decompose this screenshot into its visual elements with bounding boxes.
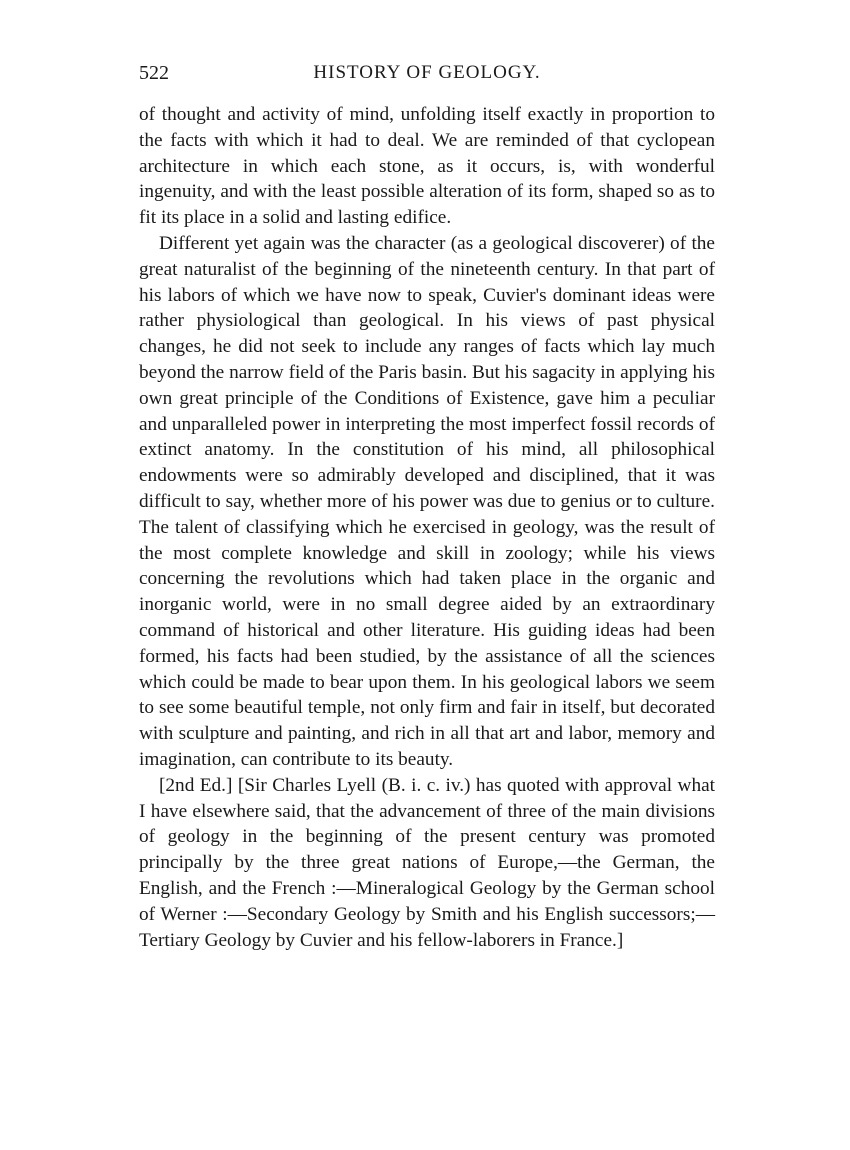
page-number: 522	[139, 62, 169, 84]
running-title: HISTORY OF GEOLOGY.	[313, 62, 541, 83]
body-text	[139, 102, 715, 953]
paragraph-second-edition-note: [2nd Ed.] [Sir Charles Lyell (B. i. c. iv.) has quoted with approval what I have elsewhere said, that the advancement of three of the main divisions of geology in the beginning of the present century was promoted principally by the three great nations of Europe,—the German, the English, and the French :—Mineralogical Geology by the German school of Werner :—Secondary Geology by Smith and his English successors;—Tertiary Geology by Cuvier and his fellow-laborers in France.]	[139, 774, 715, 951]
paragraph-continued: of thought and activity of mind, unfolding itself exactly in proportion to the facts with which it had to deal. We are reminded of that cyclopean architecture in which each stone, as it occurs, is, with wonderful ingenuity, and with the least possible alteration of its form, shaped so as to fit its place in a solid and lasting edifice.	[139, 104, 715, 229]
running-head	[139, 58, 715, 88]
paragraph-cuvier: Different yet again was the character (as a geological discoverer) of the great naturalist of the beginning of the nineteenth century. In that part of his labors of which we have now to speak, Cuvier's dominant ideas were rather physiological than geological. In his views of past physical changes, he did not seek to include any ranges of facts which lay much beyond the narrow field of the Paris basin. But his sagacity in applying his own great principle of the Conditions of Existence, gave him a peculiar and unparalleled power in interpreting the most imperfect fossil records of extinct anatomy. In the constitution of his mind, all philosophical endowments were so admirably developed and disciplined, that it was difficult to say, whether more of his power was due to genius or to culture. The talent of classifying which he exercised in geology, was the result of the most complete knowledge and skill in zoology; while his views concerning the revolutions which had taken place in the organic and inorganic world, were in no small degree aided by an extraordinary command of historical and other literature. His guiding ideas had been formed, his facts had been studied, by the assistance of all the sciences which could be made to bear upon them. In his geological labors we seem to see some beautiful temple, not only firm and fair in itself, but decorated with sculpture and painting, and rich in all that art and labor, memory and imagination, can contribute to its beauty.	[139, 232, 715, 770]
book-page	[139, 58, 715, 953]
